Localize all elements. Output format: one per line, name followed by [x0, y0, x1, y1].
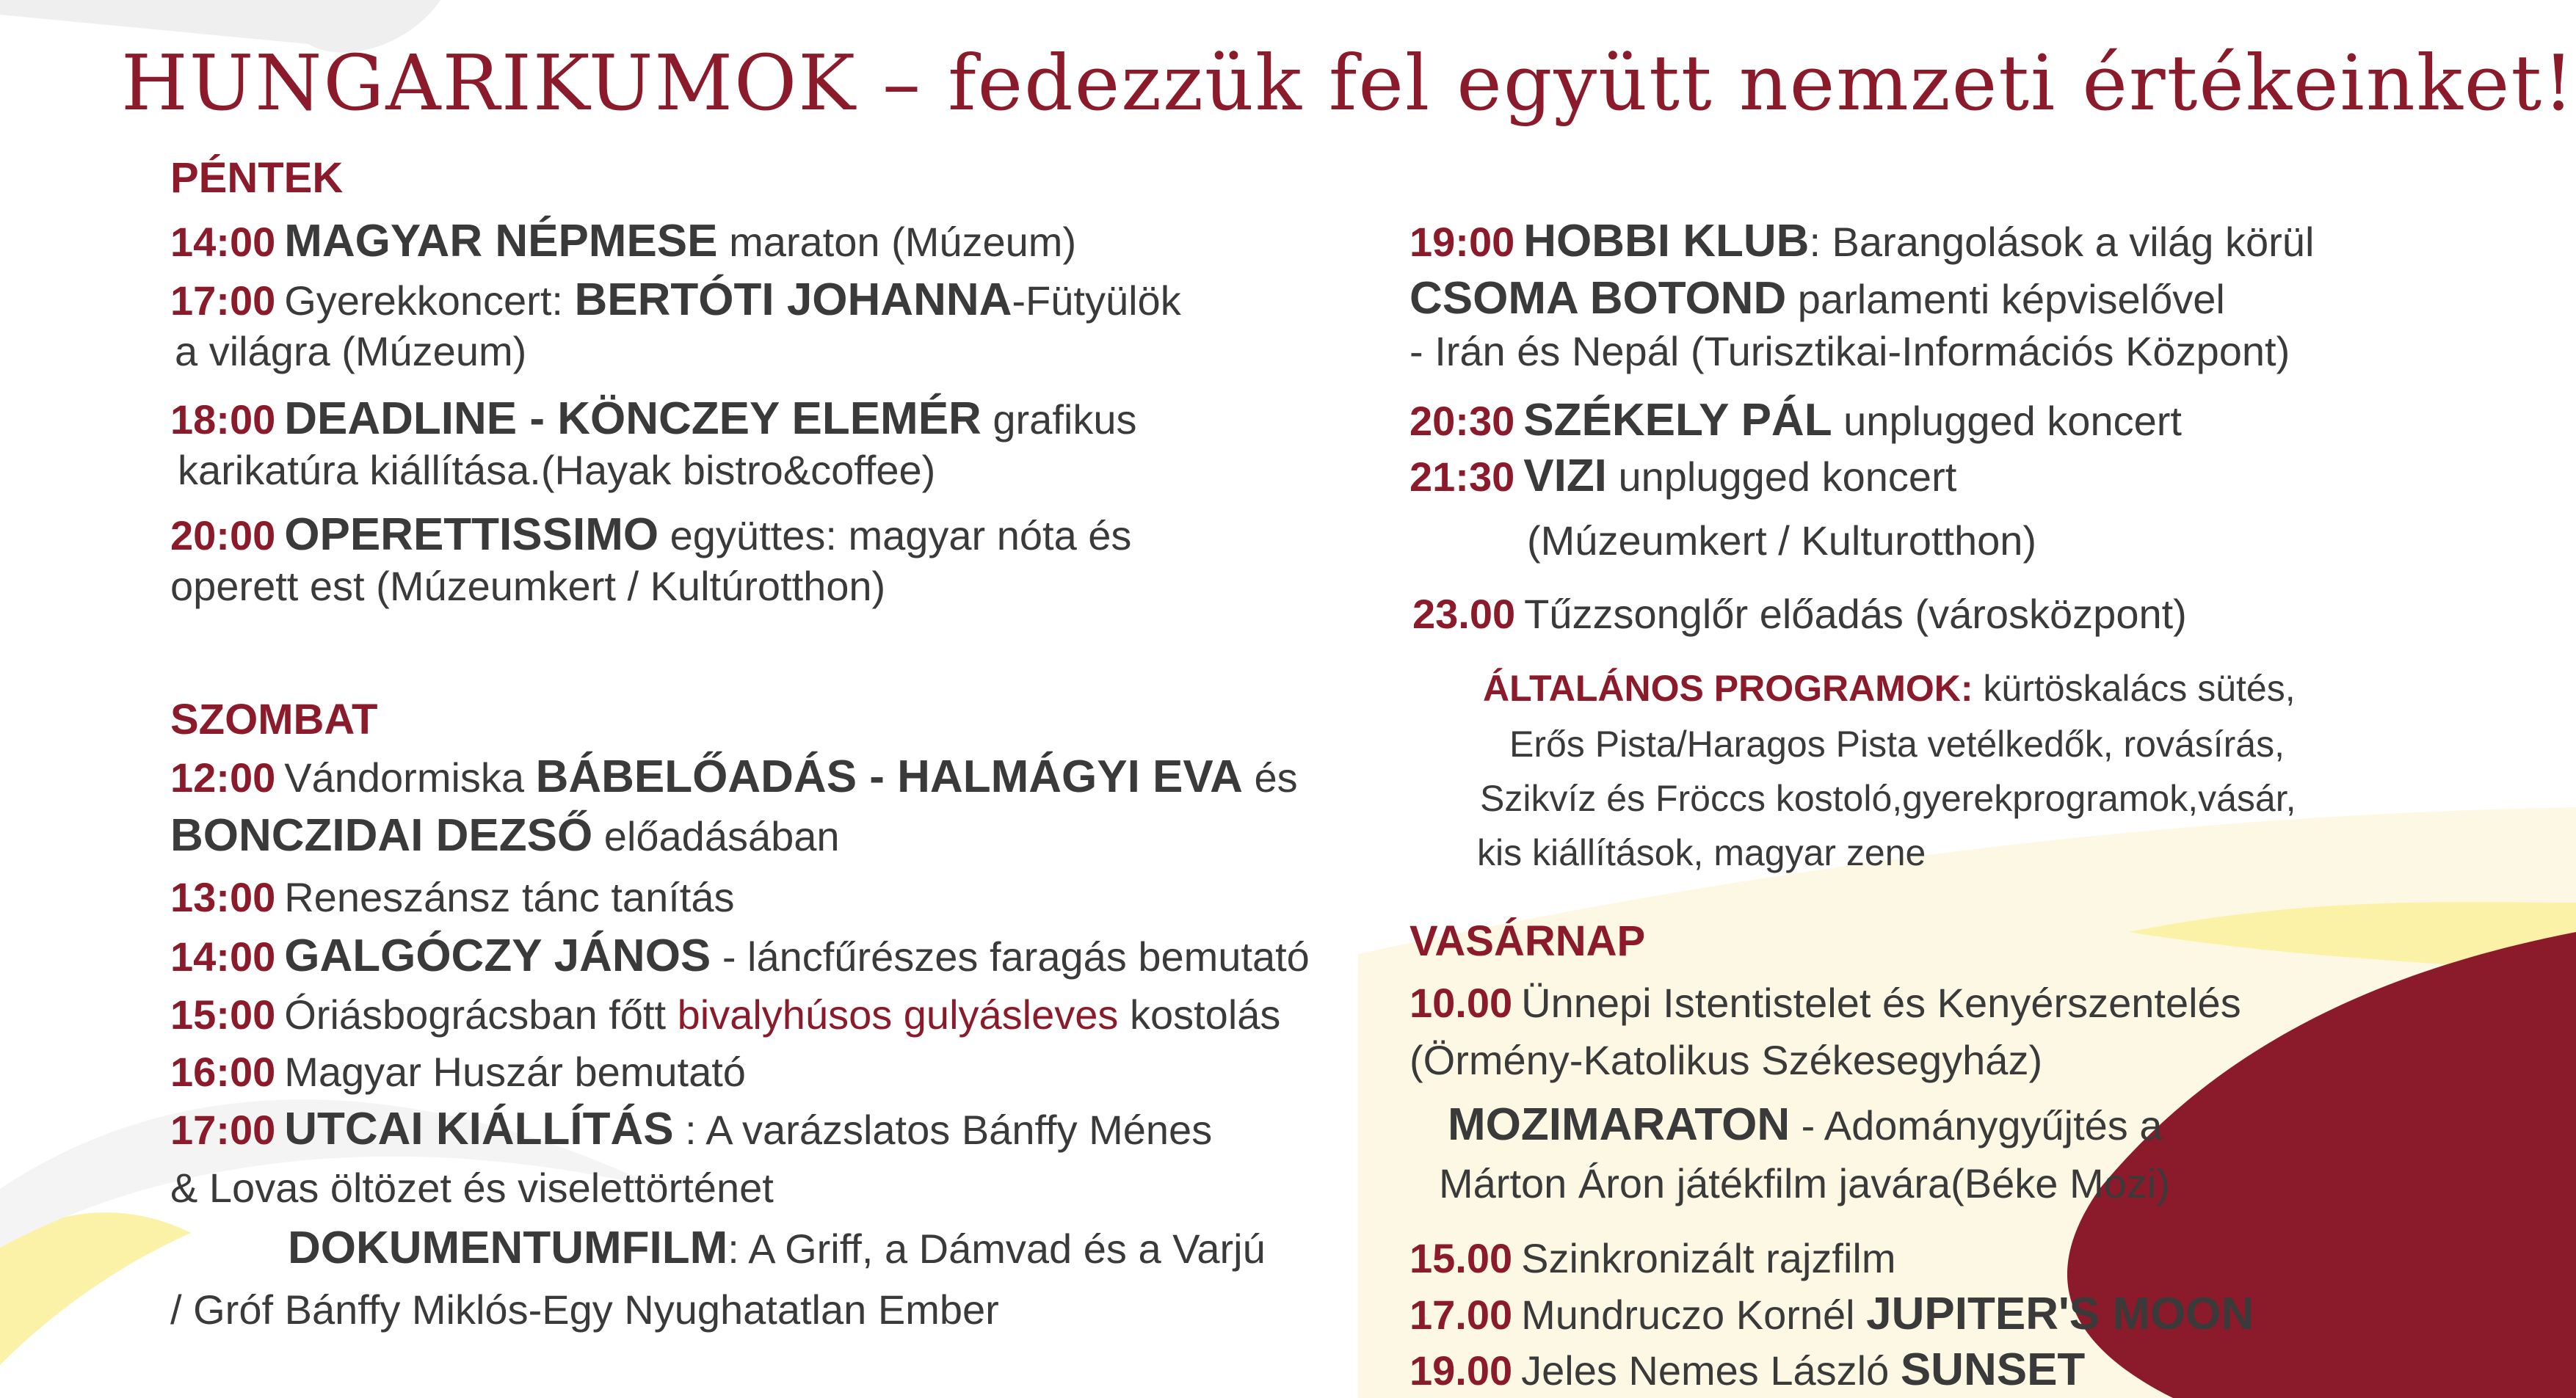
event-details: -Fütyülök [1012, 277, 1181, 324]
general-programs-line-1 [1483, 666, 2296, 710]
general-programs-text: kürtöskalács sütés, [1973, 668, 2296, 709]
friday-event-1 [170, 217, 1076, 266]
sunday-event-2-line-2: Márton Áron játékfilm javára(Béke Mozi) [1439, 1160, 2170, 1206]
event-title: UTCAI KIÁLLÍTÁS [284, 1104, 674, 1154]
event-time: 18:00 [170, 396, 276, 443]
event-time: 16:00 [170, 1049, 276, 1095]
sunday-event-3 [1409, 1234, 1895, 1283]
event-details: : A Griff, a Dámvad és a Varjú [728, 1226, 1266, 1272]
event-title: SZÉKELY PÁL [1523, 395, 1832, 445]
saturday-event-5 [170, 1048, 746, 1096]
saturday-event-1-line-2 [170, 812, 840, 861]
saturday-evening-event-4 [1412, 590, 2187, 638]
event-time: 15:00 [170, 991, 276, 1038]
saturday-event-1 [170, 753, 1298, 802]
event-prefix: Vándormiska [284, 754, 536, 801]
event-title: GALGÓCZY JÁNOS [284, 931, 711, 981]
event-prefix: Jeles Nemes László [1521, 1347, 1901, 1394]
saturday-event-3 [170, 932, 1310, 981]
general-programs-line-4: kis kiállítások, magyar zene [1477, 832, 1926, 873]
event-time: 14:00 [170, 933, 276, 980]
event-highlight: bivalyhúsos gulyásleves [677, 991, 1119, 1038]
event-title: BONCZIDAI DEZSŐ [170, 810, 593, 861]
event-title: VIZI [1523, 451, 1607, 501]
page-title: HUNGARIKUMOK – fedezzük fel együtt nemzeti értékeinket! [121, 38, 2575, 128]
event-time: 17:00 [170, 1107, 276, 1153]
event-details: előadásában [592, 813, 840, 859]
event-details: - Adománygyűjtés a [1790, 1102, 2163, 1148]
event-title: BERTÓTI JOHANNA [574, 274, 1012, 325]
friday-event-3-line-2: karikatúra kiállítása.(Hayak bistro&coffee) [178, 447, 936, 493]
saturday-evening-event-2 [1409, 396, 2182, 445]
saturday-event-2 [170, 873, 734, 922]
saturday-event-4 [170, 991, 1280, 1039]
event-title: MAGYAR NÉPMESE [284, 216, 718, 266]
friday-event-4-line-2: operett est (Múzeumkert / Kultúrotthon) [170, 563, 886, 609]
general-programs-line-3: Szikvíz és Fröccs kostoló,gyerekprogramok,vásár, [1480, 778, 2296, 819]
sunday-event-2 [1448, 1101, 2162, 1150]
event-details: Magyar Huszár bemutató [284, 1049, 746, 1095]
event-title: BÁBELŐADÁS - HALMÁGYI EVA [535, 751, 1243, 802]
event-details: maraton (Múzeum) [717, 219, 1077, 265]
saturday-evening-event-3 [1409, 452, 1956, 501]
event-title: MOZIMARATON [1448, 1099, 1790, 1150]
event-details: unplugged koncert [1832, 398, 2182, 444]
friday-event-4 [170, 511, 1131, 560]
event-time: 12:00 [170, 754, 276, 801]
sunday-event-1-line-2: (Örmény-Katolikus Székesegyház) [1409, 1037, 2043, 1083]
event-time: 19:00 [1409, 219, 1515, 265]
saturday-heading: SZOMBAT [170, 696, 378, 743]
event-time: 17.00 [1409, 1292, 1513, 1338]
event-details: parlamenti képviselővel [1786, 276, 2225, 322]
saturday-evening-event-1 [1409, 217, 2314, 266]
event-title: DEADLINE - KÖNCZEY ELEMÉR [284, 393, 982, 444]
event-time: 17:00 [170, 277, 276, 324]
sunday-event-1 [1409, 979, 2241, 1027]
yellow-wave-left [0, 1212, 191, 1365]
event-title: HOBBI KLUB [1523, 216, 1810, 266]
event-details: együttes: magyar nóta és [658, 512, 1132, 558]
sunday-heading: VASÁRNAP [1409, 917, 1646, 965]
event-time: 21:30 [1409, 454, 1515, 500]
event-title: OPERETTISSIMO [284, 509, 659, 560]
event-details: - láncfűrészes faragás bemutató [711, 933, 1310, 980]
event-prefix: Mundruczo Kornél [1521, 1292, 1867, 1338]
event-time: 23.00 [1412, 591, 1516, 637]
saturday-event-7-line-2: / Gróf Bánffy Miklós-Egy Nyughatatlan Ember [170, 1286, 999, 1333]
event-time: 15.00 [1409, 1235, 1513, 1281]
event-time: 14:00 [170, 219, 276, 265]
event-title: DOKUMENTUMFILM [288, 1223, 728, 1273]
event-time: 20:30 [1409, 398, 1515, 444]
saturday-evening-event-1-line-2 [1409, 274, 2225, 324]
event-time: 19.00 [1409, 1347, 1513, 1394]
saturday-event-6 [170, 1105, 1212, 1154]
event-time: 10.00 [1409, 980, 1513, 1026]
event-details: Szinkronizált rajzfilm [1521, 1235, 1896, 1281]
event-details: Tűzzsonglőr előadás (városközpont) [1524, 591, 2187, 637]
general-programs-line-2: Erős Pista/Haragos Pista vetélkedők, rovásírás, [1509, 724, 2285, 765]
general-programs-heading: ÁLTALÁNOS PROGRAMOK: [1483, 668, 1973, 709]
event-details: : A varázslatos Bánffy Ménes [673, 1107, 1213, 1153]
friday-event-3 [170, 395, 1136, 444]
event-title: SUNSET [1900, 1344, 2086, 1395]
event-time: 13:00 [170, 874, 276, 920]
sunday-event-5 [1409, 1346, 2085, 1395]
event-details: : Barangolások a világ körül [1809, 219, 2315, 265]
event-details: Reneszánsz tánc tanítás [284, 874, 735, 920]
saturday-event-6-line-2: & Lovas öltözet és viselettörténet [170, 1165, 774, 1211]
event-title: CSOMA BOTOND [1409, 273, 1787, 324]
friday-event-2-line-2: a világra (Múzeum) [175, 328, 527, 374]
event-time: 20:00 [170, 512, 276, 558]
event-details: Ünnepi Istentistelet és Kenyérszentelés [1521, 980, 2241, 1026]
saturday-evening-event-3-line-2: (Múzeumkert / Kulturotthon) [1527, 517, 2037, 564]
event-details: grafikus [981, 396, 1137, 443]
friday-event-2 [170, 276, 1181, 325]
saturday-evening-event-1-line-3: - Irán és Nepál (Turisztikai-Információs Központ) [1409, 328, 2290, 374]
event-details: unplugged koncert [1606, 454, 1957, 500]
event-title: JUPITER'S MOON [1866, 1289, 2254, 1339]
event-details: és [1242, 754, 1298, 801]
sunday-event-4 [1409, 1290, 2254, 1339]
event-details: kostolás [1118, 991, 1281, 1038]
friday-heading: PÉNTEK [170, 154, 344, 202]
event-prefix: Óriásbográcsban főtt [284, 991, 678, 1038]
saturday-event-7 [288, 1224, 1266, 1273]
event-prefix: Gyerekkoncert: [284, 277, 575, 324]
